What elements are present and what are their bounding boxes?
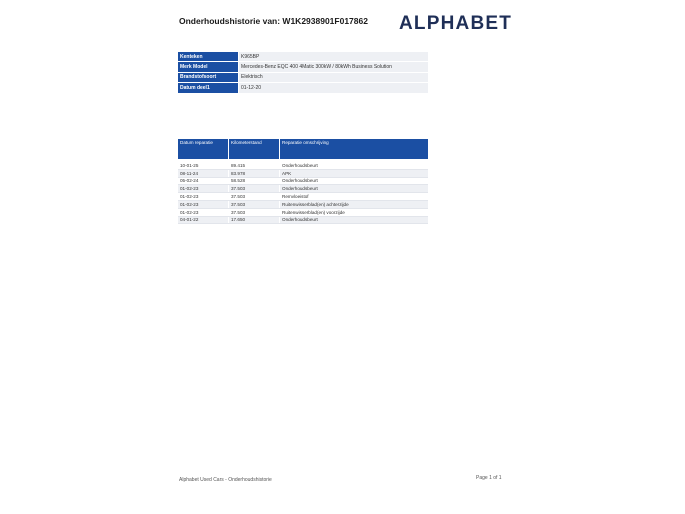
table-row	[178, 162, 428, 169]
vehicle-info-label: Kenteken	[178, 52, 239, 62]
table-row	[178, 169, 428, 177]
table-row	[178, 177, 428, 185]
column-header-km: Kilometerstand	[229, 139, 280, 159]
repair-history-header-row	[178, 139, 428, 159]
document-title: Onderhoudshistorie van: W1K2938901F017862	[179, 16, 368, 26]
footer-text: Alphabet Used Cars - Onderhoudshistorie	[179, 477, 272, 483]
vehicle-info-row	[178, 72, 428, 82]
cell-description: Onderhoudsbeurt	[280, 216, 429, 224]
column-header-date: Datum reparatie	[178, 139, 229, 159]
cell-km: 17.650	[229, 216, 280, 224]
cell-km: 37.503	[229, 208, 280, 216]
repair-history-table	[178, 139, 428, 224]
cell-description: Remvloeistof	[280, 193, 429, 201]
cell-km: 37.503	[229, 200, 280, 208]
cell-description: Ruitenwisserblad(en) voorzijde	[280, 208, 429, 216]
cell-km: 58.528	[229, 177, 280, 185]
vehicle-info-label: Brandstofsoort	[178, 72, 239, 82]
column-header-description: Reparatie omschrijving	[280, 139, 429, 159]
cell-km: 37.503	[229, 193, 280, 201]
cell-date: 05-02-24	[178, 177, 229, 185]
table-row	[178, 200, 428, 208]
table-row	[178, 185, 428, 193]
cell-date: 01-02-23	[178, 208, 229, 216]
vehicle-info-row	[178, 62, 428, 72]
vehicle-info-label: Merk Model	[178, 62, 239, 72]
vehicle-info-row	[178, 83, 428, 93]
cell-date: 04-01-22	[178, 216, 229, 224]
cell-description: Ruitenwisserblad(en) achterzijde	[280, 200, 429, 208]
vehicle-info-label: Datum deel1	[178, 83, 239, 93]
page-number: Page 1 of 1	[476, 475, 502, 481]
cell-date: 08-11-24	[178, 169, 229, 177]
cell-date: 01-02-23	[178, 200, 229, 208]
vehicle-info-value: Mercedes-Benz EQC 400 4Matic 300kW / 80kWh Business Solution	[239, 62, 429, 72]
cell-km: 89.415	[229, 162, 280, 169]
vehicle-info-value: 01-12-20	[239, 83, 429, 93]
cell-date: 10-01-25	[178, 162, 229, 169]
cell-km: 83.978	[229, 169, 280, 177]
alphabet-logo: ALPHABET	[399, 13, 513, 34]
cell-description: Onderhoudsbeurt	[280, 162, 429, 169]
repair-history-body	[178, 159, 428, 224]
table-row	[178, 216, 428, 224]
cell-description: Onderhoudsbeurt	[280, 185, 429, 193]
cell-km: 37.503	[229, 185, 280, 193]
cell-date: 01-02-23	[178, 185, 229, 193]
vehicle-info-value: K965BP	[239, 52, 429, 62]
vehicle-info-row	[178, 52, 428, 62]
cell-description: APK	[280, 169, 429, 177]
cell-description: Onderhoudsbeurt	[280, 177, 429, 185]
cell-date: 01-02-23	[178, 193, 229, 201]
table-row	[178, 193, 428, 201]
vehicle-info-table	[178, 52, 428, 94]
table-row	[178, 208, 428, 216]
vehicle-info-value: Elektrisch	[239, 72, 429, 82]
